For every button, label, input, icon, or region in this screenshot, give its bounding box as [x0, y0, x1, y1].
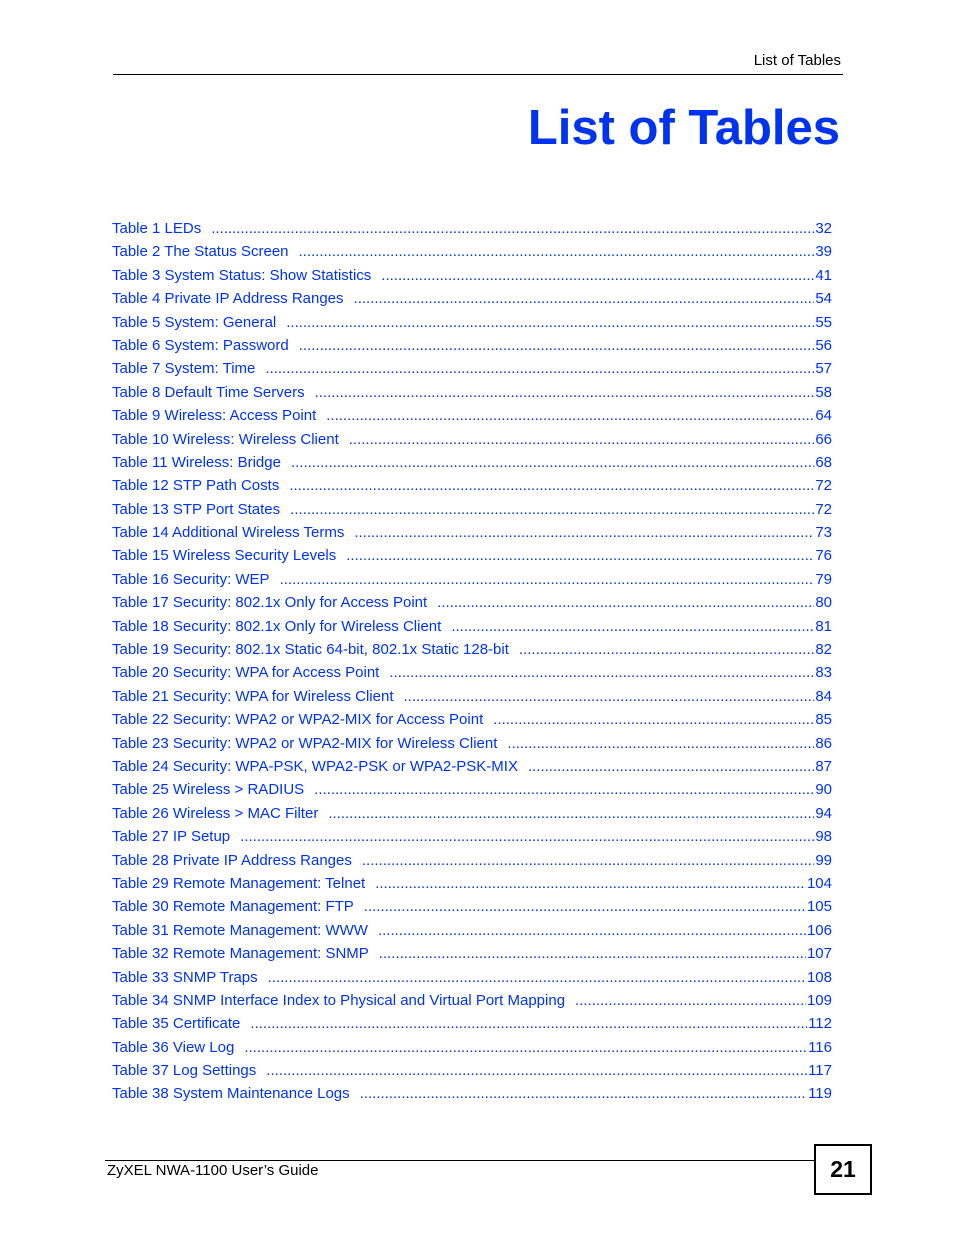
- toc-dot-leader: [507, 732, 814, 755]
- toc-entry-page-number[interactable]: 99: [815, 851, 832, 869]
- toc-entry-label[interactable]: Table 27 IP Setup: [112, 828, 231, 846]
- toc-entry-page-number[interactable]: 104: [806, 874, 832, 892]
- toc-entry[interactable]: [112, 544, 832, 567]
- toc-entry[interactable]: [112, 825, 832, 848]
- toc-dot-leader: [211, 217, 814, 240]
- toc-entry[interactable]: [112, 311, 832, 334]
- toc-entry-page-number[interactable]: 86: [815, 734, 832, 752]
- toc-dot-leader: [265, 357, 814, 380]
- toc-entry-label[interactable]: Table 30 Remote Management: FTP: [112, 898, 354, 916]
- toc-entry-label[interactable]: Table 32 Remote Management: SNMP: [112, 945, 369, 963]
- toc-entry[interactable]: [112, 989, 832, 1012]
- toc-dot-leader: [575, 989, 806, 1012]
- toc-entry-page-number[interactable]: 58: [815, 383, 832, 401]
- toc-entry-page-number[interactable]: 54: [815, 290, 832, 308]
- toc-dot-leader: [381, 264, 814, 287]
- toc-entry-page-number[interactable]: 81: [815, 617, 832, 635]
- toc-entry-label[interactable]: Table 5 System: General: [112, 313, 277, 331]
- toc-entry-page-number[interactable]: 119: [808, 1085, 832, 1103]
- toc-entry[interactable]: [112, 919, 832, 942]
- toc-entry-label[interactable]: Table 11 Wireless: Bridge: [112, 453, 281, 471]
- footer-rule: [105, 1160, 814, 1161]
- toc-dot-leader: [315, 381, 815, 404]
- page-number: 21: [814, 1144, 872, 1195]
- toc-dot-leader: [289, 474, 814, 497]
- toc-entry[interactable]: [112, 1082, 832, 1105]
- toc-entry-page-number[interactable]: 79: [815, 570, 832, 588]
- toc-entry-label[interactable]: Table 2 The Status Screen: [112, 243, 289, 261]
- toc-entry-page-number[interactable]: 76: [815, 547, 832, 565]
- toc-dot-leader: [240, 825, 814, 848]
- toc-dot-leader: [268, 966, 806, 989]
- toc-entry-page-number[interactable]: 109: [806, 991, 832, 1009]
- toc-entry[interactable]: [112, 451, 832, 474]
- toc-entry-page-number[interactable]: 112: [808, 1015, 832, 1033]
- toc-entry[interactable]: [112, 568, 832, 591]
- toc-entry-page-number[interactable]: 32: [815, 220, 832, 237]
- toc-entry-label[interactable]: Table 26 Wireless > MAC Filter: [112, 804, 319, 822]
- toc-entry-page-number[interactable]: 56: [815, 336, 832, 354]
- toc-entry-page-number[interactable]: 85: [815, 711, 832, 729]
- toc-dot-leader: [250, 1012, 807, 1035]
- toc-dot-leader: [403, 685, 814, 708]
- toc-entry-page-number[interactable]: 105: [806, 898, 832, 916]
- toc-entry-page-number[interactable]: 41: [815, 266, 832, 284]
- toc-entry[interactable]: [112, 381, 832, 404]
- toc-dot-leader: [451, 615, 814, 638]
- toc-entry[interactable]: [112, 661, 832, 684]
- toc-dot-leader: [349, 428, 815, 451]
- toc-entry[interactable]: [112, 1036, 832, 1059]
- toc-entry-label[interactable]: Table 34 SNMP Interface Index to Physical and Virtual Port Mapping: [112, 991, 566, 1009]
- toc-dot-leader: [437, 591, 814, 614]
- toc-dot-leader: [519, 638, 814, 661]
- toc-entry-page-number[interactable]: 117: [808, 1062, 832, 1080]
- toc-entry-page-number[interactable]: 83: [815, 664, 832, 682]
- toc-dot-leader: [266, 1059, 807, 1082]
- toc-dot-leader: [299, 334, 815, 357]
- toc-entry[interactable]: [112, 872, 832, 895]
- toc-entry-page-number[interactable]: 72: [815, 500, 832, 518]
- toc-entry-label[interactable]: Table 29 Remote Management: Telnet: [112, 874, 366, 892]
- toc-entry-page-number[interactable]: 64: [815, 407, 832, 425]
- toc-entry-label[interactable]: Table 16 Security: WEP: [112, 570, 270, 588]
- toc-entry-page-number[interactable]: 72: [815, 477, 832, 495]
- toc-entry-label[interactable]: Table 13 STP Port States: [112, 500, 281, 518]
- toc-entry-page-number[interactable]: 106: [806, 921, 832, 939]
- toc-entry-page-number[interactable]: 107: [806, 945, 832, 963]
- toc-entry-page-number[interactable]: 39: [815, 243, 832, 261]
- toc-entry-label[interactable]: Table 14 Additional Wireless Terms: [112, 524, 345, 542]
- running-header: [113, 50, 843, 75]
- toc-entry-label[interactable]: Table 12 STP Path Costs: [112, 477, 280, 495]
- toc-entry-label[interactable]: Table 35 Certificate: [112, 1015, 241, 1033]
- toc-entry[interactable]: [112, 334, 832, 357]
- toc-entry[interactable]: [112, 638, 832, 661]
- toc-dot-leader: [286, 311, 814, 334]
- toc-entry-label[interactable]: Table 38 System Maintenance Logs: [112, 1085, 350, 1103]
- toc-entry[interactable]: [112, 521, 832, 544]
- toc-dot-leader: [354, 521, 814, 544]
- toc-entry-page-number[interactable]: 73: [815, 524, 832, 542]
- toc-entry[interactable]: [112, 849, 832, 872]
- page-title: List of Tables: [527, 101, 840, 155]
- footer-guide-title: ZyXEL NWA-1100 User’s Guide: [107, 1162, 319, 1179]
- toc-entry-label[interactable]: Table 6 System: Password: [112, 336, 289, 354]
- toc-entry[interactable]: [112, 428, 832, 451]
- toc-entry-label[interactable]: Table 7 System: Time: [112, 360, 256, 378]
- toc-entry-label[interactable]: Table 28 Private IP Address Ranges: [112, 851, 352, 869]
- toc-dot-leader: [364, 895, 806, 918]
- toc-entry-label[interactable]: Table 24 Security: WPA-PSK, WPA2-PSK or WPA2-PSK-MIX: [112, 757, 518, 775]
- toc-entry-label[interactable]: Table 9 Wireless: Access Point: [112, 407, 317, 425]
- toc-entry-label[interactable]: Table 3 System Status: Show Statistics: [112, 266, 372, 284]
- toc-dot-leader: [379, 942, 806, 965]
- toc-entry-page-number[interactable]: 66: [815, 430, 832, 448]
- toc-entry[interactable]: [112, 895, 832, 918]
- toc-entry[interactable]: [112, 217, 832, 240]
- toc-dot-leader: [328, 802, 814, 825]
- toc-entry-label[interactable]: Table 10 Wireless: Wireless Client: [112, 430, 339, 448]
- toc-entry[interactable]: [112, 942, 832, 965]
- toc-entry-label[interactable]: Table 23 Security: WPA2 or WPA2-MIX for Wireless Client: [112, 734, 498, 752]
- toc-entry-label[interactable]: Table 20 Security: WPA for Access Point: [112, 664, 380, 682]
- toc-entry-label[interactable]: Table 8 Default Time Servers: [112, 383, 305, 401]
- toc-entry-label[interactable]: Table 21 Security: WPA for Wireless Client: [112, 687, 394, 705]
- toc-dot-leader: [375, 872, 806, 895]
- toc-entry-label[interactable]: Table 22 Security: WPA2 or WPA2-MIX for Access Point: [112, 711, 484, 729]
- toc-entry-label[interactable]: Table 25 Wireless > RADIUS: [112, 781, 305, 799]
- toc-entry[interactable]: [112, 1059, 832, 1082]
- toc-entry[interactable]: [112, 778, 832, 801]
- toc-dot-leader: [299, 240, 815, 263]
- toc-entry[interactable]: [112, 287, 832, 310]
- toc-entry-label[interactable]: Table 36 View Log: [112, 1038, 235, 1056]
- toc-dot-leader: [378, 919, 806, 942]
- toc-entry-label[interactable]: Table 15 Wireless Security Levels: [112, 547, 337, 565]
- toc-entry[interactable]: [112, 966, 832, 989]
- toc-entry[interactable]: [112, 732, 832, 755]
- toc-entry-page-number[interactable]: 98: [815, 828, 832, 846]
- toc-entry-label[interactable]: Table 17 Security: 802.1x Only for Access Point: [112, 594, 428, 612]
- toc-entry-label[interactable]: Table 4 Private IP Address Ranges: [112, 290, 344, 308]
- toc-dot-leader: [290, 498, 814, 521]
- toc-entry-page-number[interactable]: 108: [806, 968, 832, 986]
- toc-dot-leader: [326, 404, 814, 427]
- toc-entry[interactable]: [112, 498, 832, 521]
- toc-entry-label[interactable]: Table 33 SNMP Traps: [112, 968, 258, 986]
- toc-dot-leader: [346, 544, 814, 567]
- toc-dot-leader: [280, 568, 815, 591]
- toc-entry-page-number[interactable]: 84: [815, 687, 832, 705]
- toc-entry[interactable]: [112, 708, 832, 731]
- toc-dot-leader: [362, 849, 814, 872]
- toc-dot-leader: [314, 778, 814, 801]
- toc-dot-leader: [360, 1082, 807, 1105]
- toc-entry[interactable]: [112, 802, 832, 825]
- toc-entry[interactable]: [112, 357, 832, 380]
- toc-entry-label[interactable]: Table 18 Security: 802.1x Only for Wireless Client: [112, 617, 442, 635]
- toc-entry[interactable]: [112, 240, 832, 263]
- toc-entry[interactable]: [112, 474, 832, 497]
- toc-dot-leader: [244, 1036, 807, 1059]
- toc-entry-page-number[interactable]: 68: [815, 453, 832, 471]
- toc-entry-label[interactable]: Table 31 Remote Management: WWW: [112, 921, 368, 939]
- toc-entry[interactable]: [112, 591, 832, 614]
- toc-dot-leader: [354, 287, 815, 310]
- toc-entry-page-number[interactable]: 55: [815, 313, 832, 331]
- toc-entry[interactable]: [112, 264, 832, 287]
- toc-dot-leader: [528, 755, 814, 778]
- toc-entry[interactable]: [112, 404, 832, 427]
- toc-entry-page-number[interactable]: 57: [815, 360, 832, 378]
- toc-dot-leader: [493, 708, 814, 731]
- toc-dot-leader: [389, 661, 814, 684]
- toc-entry-label[interactable]: Table 19 Security: 802.1x Static 64-bit, 802.1x Static 128-bit: [112, 641, 509, 659]
- toc-entry-page-number[interactable]: 90: [815, 781, 832, 799]
- toc-entry-page-number[interactable]: 116: [808, 1038, 832, 1056]
- toc-entry[interactable]: [112, 755, 832, 778]
- toc-entry[interactable]: [112, 615, 832, 638]
- toc-entry-page-number[interactable]: 82: [815, 641, 832, 659]
- toc-entry-label[interactable]: Table 37 Log Settings: [112, 1062, 257, 1080]
- toc-entry-page-number[interactable]: 94: [815, 804, 832, 822]
- toc-entry[interactable]: [112, 685, 832, 708]
- toc-entry[interactable]: [112, 1012, 832, 1035]
- toc-entry-page-number[interactable]: 80: [815, 594, 832, 612]
- table-of-contents-list: [112, 217, 832, 1106]
- running-header-title: List of Tables: [753, 52, 841, 69]
- toc-entry-label[interactable]: Table 1 LEDs: [112, 220, 202, 237]
- toc-entry-page-number[interactable]: 87: [815, 757, 832, 775]
- toc-dot-leader: [291, 451, 814, 474]
